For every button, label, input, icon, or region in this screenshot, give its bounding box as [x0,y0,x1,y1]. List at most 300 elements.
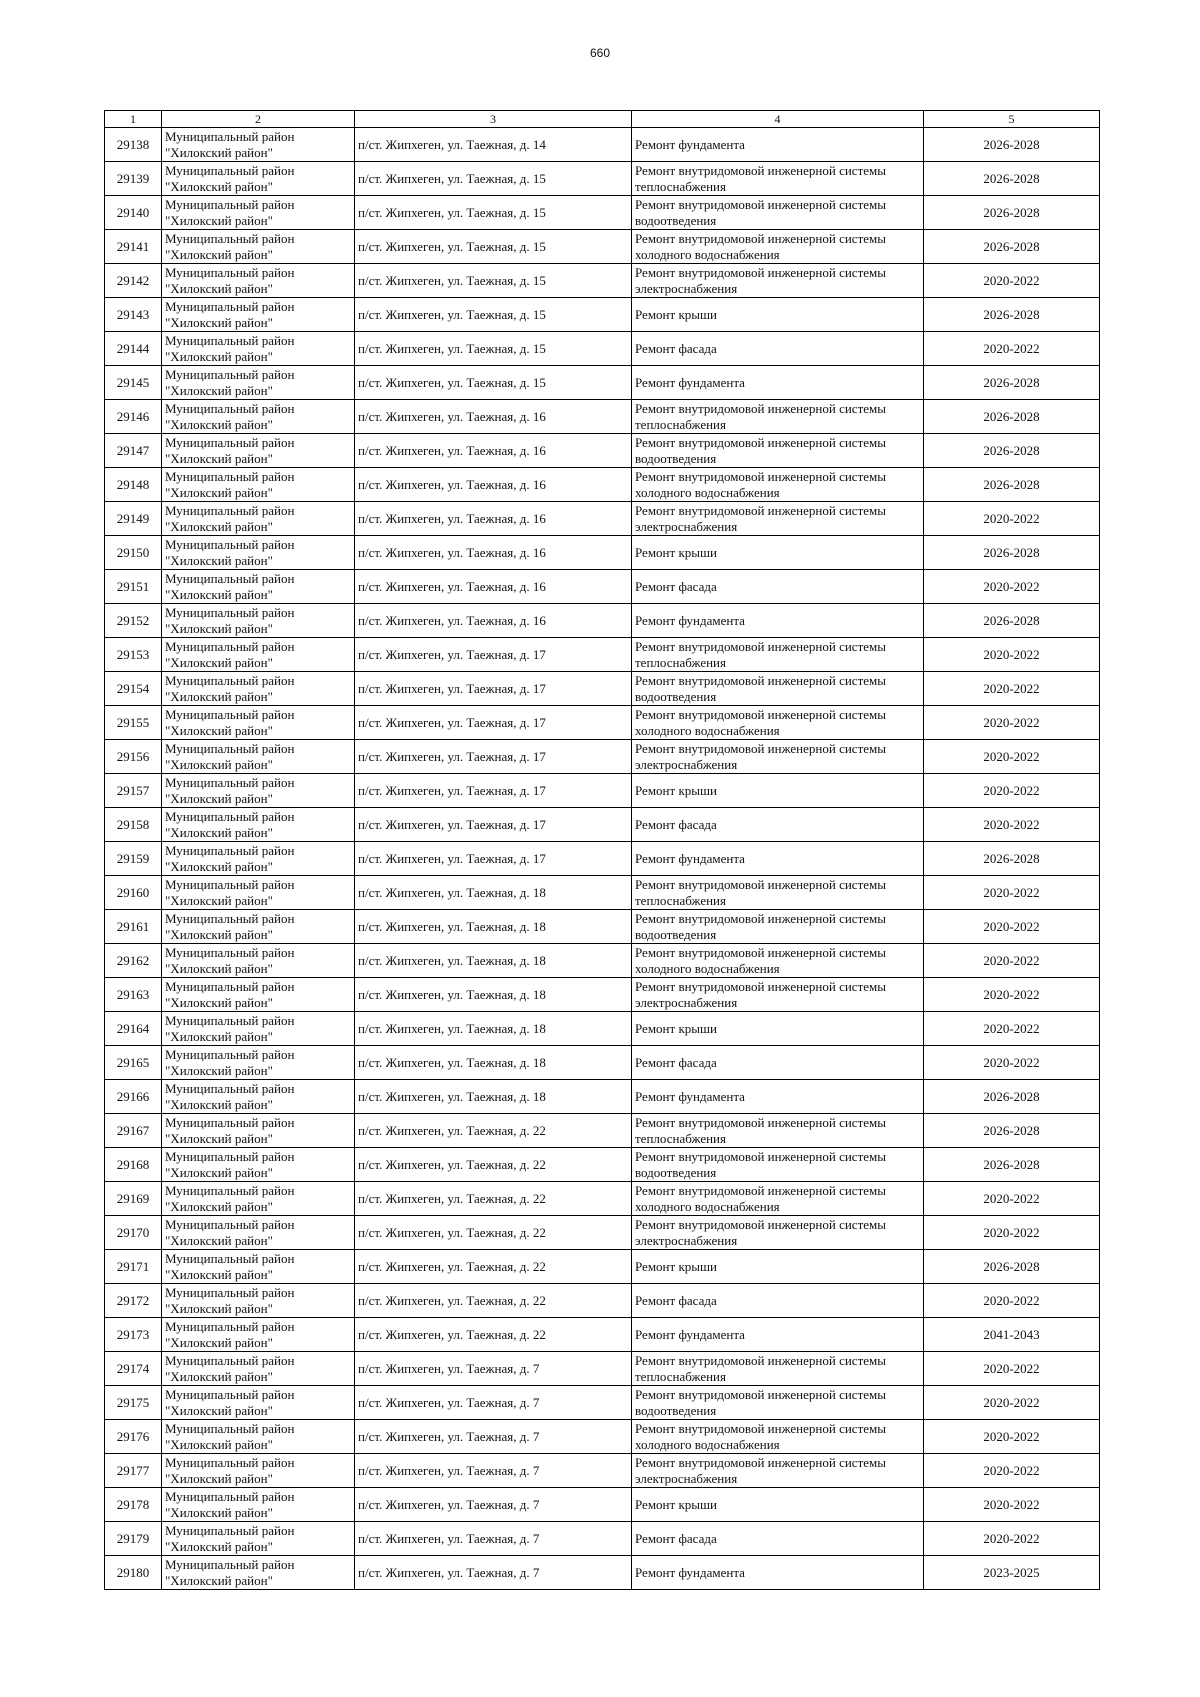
period-cell [924,1046,1100,1080]
municipality-cell [162,536,355,570]
work-type-cell [632,706,924,740]
row-number [105,468,162,502]
address-text: п/ст. Жипхеген, ул. Таежная, д. 16 [358,408,546,424]
period-text: 2020-2022 [983,1292,1040,1308]
period-cell [924,740,1100,774]
work-type-line-2: электроснабжения [635,994,738,1010]
address-cell [355,196,632,230]
address-text: п/ст. Жипхеген, ул. Таежная, д. 17 [358,816,546,832]
period-cell [924,1250,1100,1284]
period-cell [924,638,1100,672]
row-number [105,1182,162,1216]
municipality-line-2: "Хилокский район" [165,518,273,534]
row-number-text: 29168 [116,1156,150,1172]
row-number-text: 29177 [116,1462,150,1478]
period-text: 2020-2022 [983,1020,1040,1036]
address-text: п/ст. Жипхеген, ул. Таежная, д. 15 [358,340,546,356]
municipality-line-1: Муниципальный район [165,876,295,892]
period-cell [924,876,1100,910]
period-text: 2020-2022 [983,782,1040,798]
work-type-cell [632,842,924,876]
period-cell [924,502,1100,536]
work-type-line-1: Ремонт внутридомовой инженерной системы [635,1386,886,1402]
work-type-line-1: Ремонт фундамента [635,1088,745,1104]
period-text: 2020-2022 [983,340,1040,356]
municipality-line-2: "Хилокский район" [165,620,273,636]
row-number-text: 29159 [116,850,150,866]
row-number-text: 29162 [116,952,150,968]
row-number-text: 29143 [116,306,150,322]
municipality-line-1: Муниципальный район [165,1522,295,1538]
period-cell [924,808,1100,842]
municipality-line-1: Муниципальный район [165,1318,295,1334]
municipality-cell [162,468,355,502]
municipality-cell [162,1080,355,1114]
column-header-3: 3 [355,111,632,128]
table-row [105,672,1100,706]
address-cell [355,1250,632,1284]
work-type-cell [632,332,924,366]
period-text: 2020-2022 [983,272,1040,288]
work-type-line-1: Ремонт крыши [635,544,717,560]
work-type-cell [632,1182,924,1216]
municipality-line-2: "Хилокский район" [165,926,273,942]
row-number [105,128,162,162]
period-cell [924,1454,1100,1488]
row-number-text: 29153 [116,646,150,662]
municipality-line-2: "Хилокский район" [165,246,273,262]
municipality-line-2: "Хилокский район" [165,280,273,296]
row-number [105,876,162,910]
work-type-cell [632,638,924,672]
address-text: п/ст. Жипхеген, ул. Таежная, д. 18 [358,1054,546,1070]
address-cell [355,944,632,978]
period-text: 2020-2022 [983,1394,1040,1410]
address-text: п/ст. Жипхеген, ул. Таежная, д. 16 [358,578,546,594]
table-row [105,502,1100,536]
address-text: п/ст. Жипхеген, ул. Таежная, д. 7 [358,1428,540,1444]
address-cell [355,808,632,842]
municipality-line-2: "Хилокский район" [165,1096,273,1112]
row-number-text: 29165 [116,1054,150,1070]
municipality-cell [162,978,355,1012]
municipality-line-1: Муниципальный район [165,468,295,484]
work-type-line-2: холодного водоснабжения [635,484,780,500]
row-number-text: 29176 [116,1428,150,1444]
municipality-line-2: "Хилокский район" [165,994,273,1010]
work-type-cell [632,1046,924,1080]
period-text: 2020-2022 [983,646,1040,662]
municipality-line-1: Муниципальный район [165,400,295,416]
work-type-cell [632,468,924,502]
address-cell [355,1182,632,1216]
work-type-line-1: Ремонт внутридомовой инженерной системы [635,196,886,212]
period-cell [924,1488,1100,1522]
period-text: 2026-2028 [983,238,1040,254]
work-type-cell [632,1488,924,1522]
work-type-cell [632,774,924,808]
repair-schedule-table [104,110,1100,1590]
municipality-line-1: Муниципальный район [165,842,295,858]
table-row [105,1420,1100,1454]
period-text: 2026-2028 [983,1088,1040,1104]
row-number [105,1012,162,1046]
work-type-cell [632,1352,924,1386]
work-type-cell [632,978,924,1012]
municipality-cell [162,638,355,672]
table-row [105,1148,1100,1182]
row-number [105,706,162,740]
municipality-cell [162,1148,355,1182]
municipality-line-2: "Хилокский район" [165,1266,273,1282]
table-row [105,706,1100,740]
work-type-line-1: Ремонт фасада [635,816,717,832]
work-type-line-1: Ремонт фундамента [635,612,745,628]
work-type-line-1: Ремонт внутридомовой инженерной системы [635,230,886,246]
period-text: 2026-2028 [983,544,1040,560]
municipality-line-1: Муниципальный район [165,604,295,620]
work-type-cell [632,570,924,604]
table-row [105,910,1100,944]
period-text: 2020-2022 [983,748,1040,764]
address-text: п/ст. Жипхеген, ул. Таежная, д. 18 [358,884,546,900]
address-text: п/ст. Жипхеген, ул. Таежная, д. 17 [358,850,546,866]
address-cell [355,1420,632,1454]
period-text: 2026-2028 [983,476,1040,492]
address-cell [355,672,632,706]
address-cell [355,400,632,434]
period-text: 2026-2028 [983,204,1040,220]
municipality-line-1: Муниципальный район [165,1352,295,1368]
table-row [105,1250,1100,1284]
row-number-text: 29145 [116,374,150,390]
table-row [105,1352,1100,1386]
row-number [105,1284,162,1318]
work-type-cell [632,876,924,910]
period-text: 2026-2028 [983,170,1040,186]
municipality-line-1: Муниципальный район [165,740,295,756]
municipality-line-2: "Хилокский район" [165,1130,273,1146]
municipality-line-2: "Хилокский район" [165,314,273,330]
work-type-line-2: электроснабжения [635,1232,738,1248]
row-number [105,1148,162,1182]
work-type-line-1: Ремонт внутридомовой инженерной системы [635,706,886,722]
municipality-line-2: "Хилокский район" [165,586,273,602]
row-number-text: 29147 [116,442,150,458]
row-number-text: 29164 [116,1020,150,1036]
table-row [105,468,1100,502]
work-type-line-1: Ремонт фасада [635,1530,717,1546]
municipality-cell [162,366,355,400]
municipality-line-2: "Хилокский район" [165,1538,273,1554]
page-number: 660 [589,46,611,60]
address-cell [355,1556,632,1590]
work-type-line-1: Ремонт фундамента [635,850,745,866]
row-number [105,298,162,332]
table-row [105,638,1100,672]
address-cell [355,1080,632,1114]
address-cell [355,910,632,944]
period-cell [924,944,1100,978]
municipality-cell [162,1012,355,1046]
municipality-cell [162,570,355,604]
period-text: 2020-2022 [983,1190,1040,1206]
municipality-line-1: Муниципальный район [165,1488,295,1504]
work-type-cell [632,230,924,264]
work-type-cell [632,1522,924,1556]
row-number-text: 29161 [116,918,150,934]
municipality-cell [162,128,355,162]
address-cell [355,1352,632,1386]
address-cell [355,264,632,298]
municipality-line-1: Муниципальный район [165,1182,295,1198]
municipality-cell [162,1318,355,1352]
row-number [105,1080,162,1114]
period-cell [924,1522,1100,1556]
table-row [105,1556,1100,1590]
work-type-line-1: Ремонт внутридомовой инженерной системы [635,978,886,994]
address-cell [355,1386,632,1420]
table-row [105,128,1100,162]
period-cell [924,774,1100,808]
period-cell [924,1284,1100,1318]
work-type-line-2: холодного водоснабжения [635,246,780,262]
period-cell [924,196,1100,230]
work-type-line-2: электроснабжения [635,280,738,296]
period-cell [924,1556,1100,1590]
municipality-cell [162,332,355,366]
work-type-line-1: Ремонт внутридомовой инженерной системы [635,1216,886,1232]
address-cell [355,230,632,264]
table-row [105,298,1100,332]
period-text: 2026-2028 [983,374,1040,390]
work-type-line-2: водоотведения [635,212,717,228]
municipality-line-1: Муниципальный район [165,1148,295,1164]
municipality-cell [162,1250,355,1284]
row-number [105,774,162,808]
work-type-line-1: Ремонт внутридомовой инженерной системы [635,400,886,416]
period-cell [924,604,1100,638]
work-type-line-1: Ремонт крыши [635,782,717,798]
municipality-line-2: "Хилокский район" [165,348,273,364]
address-cell [355,536,632,570]
period-text: 2026-2028 [983,136,1040,152]
address-cell [355,1114,632,1148]
address-text: п/ст. Жипхеген, ул. Таежная, д. 7 [358,1394,540,1410]
address-text: п/ст. Жипхеген, ул. Таежная, д. 16 [358,476,546,492]
period-text: 2020-2022 [983,1360,1040,1376]
municipality-cell [162,808,355,842]
table-row [105,1454,1100,1488]
work-type-line-1: Ремонт фасада [635,1054,717,1070]
municipality-line-2: "Хилокский район" [165,688,273,704]
work-type-line-1: Ремонт крыши [635,1258,717,1274]
municipality-line-2: "Хилокский район" [165,1062,273,1078]
municipality-line-2: "Хилокский район" [165,858,273,874]
work-type-line-1: Ремонт внутридомовой инженерной системы [635,944,886,960]
period-cell [924,1318,1100,1352]
municipality-line-1: Муниципальный район [165,196,295,212]
work-type-line-1: Ремонт внутридомовой инженерной системы [635,638,886,654]
row-number-text: 29171 [116,1258,150,1274]
work-type-cell [632,604,924,638]
work-type-line-1: Ремонт внутридомовой инженерной системы [635,1182,886,1198]
municipality-cell [162,876,355,910]
address-text: п/ст. Жипхеген, ул. Таежная, д. 7 [358,1360,540,1376]
period-text: 2026-2028 [983,442,1040,458]
table-row [105,400,1100,434]
work-type-line-2: теплоснабжения [635,654,726,670]
period-cell [924,672,1100,706]
row-number-text: 29167 [116,1122,150,1138]
municipality-cell [162,1046,355,1080]
table-row [105,774,1100,808]
row-number-text: 29154 [116,680,150,696]
table-row [105,1386,1100,1420]
address-text: п/ст. Жипхеген, ул. Таежная, д. 7 [358,1564,540,1580]
municipality-line-1: Муниципальный район [165,978,295,994]
row-number [105,944,162,978]
table-row [105,1114,1100,1148]
address-text: п/ст. Жипхеген, ул. Таежная, д. 16 [358,612,546,628]
municipality-line-2: "Хилокский район" [165,144,273,160]
period-text: 2020-2022 [983,952,1040,968]
work-type-cell [632,1250,924,1284]
period-cell [924,978,1100,1012]
column-header-4: 4 [632,111,924,128]
address-text: п/ст. Жипхеген, ул. Таежная, д. 22 [358,1258,546,1274]
row-number [105,1114,162,1148]
row-number [105,1318,162,1352]
row-number-text: 29180 [116,1564,150,1580]
address-text: п/ст. Жипхеген, ул. Таежная, д. 22 [358,1292,546,1308]
table-row [105,604,1100,638]
address-text: п/ст. Жипхеген, ул. Таежная, д. 17 [358,680,546,696]
work-type-line-2: водоотведения [635,926,717,942]
municipality-cell [162,1420,355,1454]
period-cell [924,842,1100,876]
column-header-1: 1 [105,111,162,128]
municipality-cell [162,1488,355,1522]
municipality-line-1: Муниципальный район [165,536,295,552]
address-text: п/ст. Жипхеген, ул. Таежная, д. 22 [358,1326,546,1342]
work-type-line-1: Ремонт внутридомовой инженерной системы [635,1114,886,1130]
table-row [105,1318,1100,1352]
municipality-line-1: Муниципальный район [165,944,295,960]
municipality-line-1: Муниципальный район [165,672,295,688]
row-number [105,842,162,876]
period-cell [924,1080,1100,1114]
row-number [105,400,162,434]
period-text: 2026-2028 [983,306,1040,322]
period-text: 2020-2022 [983,816,1040,832]
address-text: п/ст. Жипхеген, ул. Таежная, д. 15 [358,170,546,186]
work-type-line-2: холодного водоснабжения [635,1436,780,1452]
municipality-line-1: Муниципальный район [165,332,295,348]
municipality-cell [162,1556,355,1590]
period-text: 2020-2022 [983,918,1040,934]
municipality-line-1: Муниципальный район [165,1420,295,1436]
work-type-line-2: водоотведения [635,1402,717,1418]
period-text: 2026-2028 [983,850,1040,866]
municipality-line-2: "Хилокский район" [165,722,273,738]
table-row [105,1284,1100,1318]
address-text: п/ст. Жипхеген, ул. Таежная, д. 18 [358,986,546,1002]
work-type-cell [632,1556,924,1590]
work-type-line-2: теплоснабжения [635,892,726,908]
address-text: п/ст. Жипхеген, ул. Таежная, д. 22 [358,1122,546,1138]
address-text: п/ст. Жипхеген, ул. Таежная, д. 22 [358,1190,546,1206]
municipality-line-2: "Хилокский район" [165,484,273,500]
municipality-line-2: "Хилокский район" [165,1470,273,1486]
row-number [105,1420,162,1454]
row-number [105,332,162,366]
address-text: п/ст. Жипхеген, ул. Таежная, д. 15 [358,272,546,288]
municipality-cell [162,1216,355,1250]
municipality-line-2: "Хилокский район" [165,416,273,432]
municipality-cell [162,264,355,298]
work-type-line-1: Ремонт крыши [635,1020,717,1036]
table-row [105,230,1100,264]
municipality-cell [162,706,355,740]
work-type-line-2: электроснабжения [635,756,738,772]
address-cell [355,842,632,876]
row-number [105,1454,162,1488]
work-type-line-2: водоотведения [635,1164,717,1180]
row-number-text: 29174 [116,1360,150,1376]
period-text: 2020-2022 [983,1496,1040,1512]
row-number [105,366,162,400]
period-text: 2020-2022 [983,1530,1040,1546]
work-type-line-1: Ремонт крыши [635,306,717,322]
period-text: 2020-2022 [983,1462,1040,1478]
table-row [105,332,1100,366]
municipality-line-2: "Хилокский район" [165,1402,273,1418]
row-number-text: 29156 [116,748,150,764]
work-type-line-1: Ремонт внутридомовой инженерной системы [635,468,886,484]
row-number [105,978,162,1012]
municipality-cell [162,1522,355,1556]
table-row [105,1182,1100,1216]
period-cell [924,1216,1100,1250]
row-number [105,230,162,264]
municipality-cell [162,400,355,434]
table-row [105,1080,1100,1114]
address-text: п/ст. Жипхеген, ул. Таежная, д. 16 [358,442,546,458]
address-cell [355,332,632,366]
work-type-cell [632,672,924,706]
municipality-line-2: "Хилокский район" [165,552,273,568]
row-number-text: 29179 [116,1530,150,1546]
row-number-text: 29142 [116,272,150,288]
municipality-line-1: Муниципальный район [165,1250,295,1266]
table-row [105,264,1100,298]
municipality-line-1: Муниципальный район [165,570,295,586]
work-type-line-1: Ремонт фундамента [635,374,745,390]
address-text: п/ст. Жипхеген, ул. Таежная, д. 18 [358,1088,546,1104]
period-text: 2026-2028 [983,612,1040,628]
period-cell [924,468,1100,502]
municipality-cell [162,1182,355,1216]
row-number-text: 29141 [116,238,150,254]
row-number [105,910,162,944]
address-text: п/ст. Жипхеген, ул. Таежная, д. 17 [358,714,546,730]
address-text: п/ст. Жипхеген, ул. Таежная, д. 7 [358,1530,540,1546]
work-type-cell [632,1454,924,1488]
column-header-2: 2 [162,111,355,128]
row-number [105,740,162,774]
address-cell [355,434,632,468]
